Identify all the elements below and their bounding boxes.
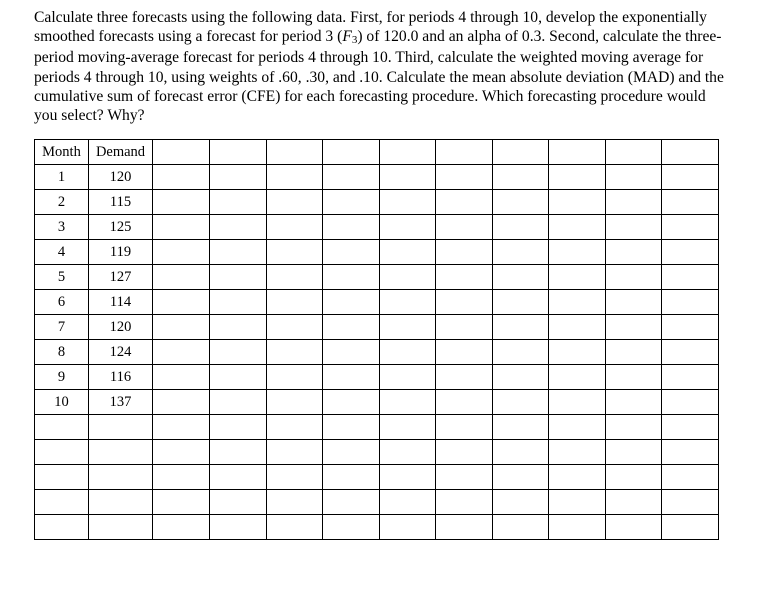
empty-cell (380, 315, 436, 340)
empty-cell (267, 390, 323, 415)
empty-cell (210, 390, 267, 415)
demand-cell: 127 (89, 265, 153, 290)
empty-cell (267, 415, 323, 440)
empty-cell (380, 265, 436, 290)
empty-cell (380, 490, 436, 515)
empty-cell (153, 290, 210, 315)
empty-cell (493, 415, 549, 440)
empty-cell (662, 265, 719, 290)
empty-cell (606, 265, 662, 290)
empty-cell (267, 490, 323, 515)
empty-cell (323, 440, 380, 465)
demand-cell: 116 (89, 365, 153, 390)
empty-cell (380, 240, 436, 265)
empty-cell (662, 240, 719, 265)
empty-cell (267, 465, 323, 490)
empty-cell (267, 515, 323, 540)
empty-cell (380, 515, 436, 540)
empty-cell (436, 190, 493, 215)
empty-cell (662, 365, 719, 390)
f3-symbol: $F_3$ (342, 28, 358, 47)
empty-cell (662, 465, 719, 490)
empty-cell (153, 265, 210, 290)
empty-cell (323, 490, 380, 515)
empty-cell (606, 215, 662, 240)
month-cell: 7 (35, 315, 89, 340)
month-cell: 1 (35, 165, 89, 190)
empty-cell (662, 290, 719, 315)
empty-cell (210, 365, 267, 390)
empty-cell (210, 465, 267, 490)
month-cell: 5 (35, 265, 89, 290)
empty-cell (493, 340, 549, 365)
empty-cell (436, 215, 493, 240)
empty-cell (662, 165, 719, 190)
empty-cell (267, 190, 323, 215)
empty-cell (436, 365, 493, 390)
table-row (35, 365, 719, 390)
empty-cell (549, 190, 606, 215)
empty-header-cell (267, 140, 323, 165)
empty-cell (323, 215, 380, 240)
empty-cell (436, 240, 493, 265)
empty-cell (380, 465, 436, 490)
empty-cell (493, 265, 549, 290)
empty-cell (380, 390, 436, 415)
empty-cell (35, 465, 89, 490)
table-row (35, 190, 719, 215)
empty-cell (606, 315, 662, 340)
empty-cell (323, 415, 380, 440)
empty-cell (436, 265, 493, 290)
empty-cell (267, 265, 323, 290)
empty-cell (493, 515, 549, 540)
empty-cell (549, 440, 606, 465)
empty-cell (35, 415, 89, 440)
empty-cell (89, 415, 153, 440)
empty-cell (153, 340, 210, 365)
empty-cell (153, 490, 210, 515)
empty-cell (436, 515, 493, 540)
empty-cell (606, 190, 662, 215)
demand-cell: 125 (89, 215, 153, 240)
empty-cell (210, 490, 267, 515)
empty-header-cell (662, 140, 719, 165)
problem-text-part2: ) of 120.0 and an alpha of 0.3. Second, calculate the three-period moving-average forecast for periods 4 through 10. Third, calculate the weighted moving average for periods 4 through 10, using weights of .60, .30, and .10. Calculate the mean absolute deviation (MAD) and the cumulative sum of forecast error (CFE) for each forecasting procedure. Which forecasting procedure would you select? Why? (34, 28, 724, 125)
empty-cell (493, 190, 549, 215)
empty-cell (153, 440, 210, 465)
problem-text-part1: Calculate three forecasts using the following data. First, for periods 4 through 10, develop the exponentially smoothed forecasts using a forecast for period 3 ( (34, 9, 707, 46)
empty-cell (89, 490, 153, 515)
empty-cell (662, 440, 719, 465)
empty-cell (210, 190, 267, 215)
empty-cell (89, 515, 153, 540)
empty-cell (267, 315, 323, 340)
empty-cell (323, 465, 380, 490)
empty-cell (606, 515, 662, 540)
empty-cell (380, 165, 436, 190)
worksheet-table (34, 139, 719, 540)
empty-cell (210, 440, 267, 465)
table-row (35, 440, 719, 465)
empty-header-cell (493, 140, 549, 165)
empty-cell (267, 440, 323, 465)
empty-cell (662, 340, 719, 365)
empty-cell (436, 415, 493, 440)
empty-header-cell (210, 140, 267, 165)
problem-statement (34, 8, 724, 125)
empty-cell (210, 515, 267, 540)
empty-cell (153, 215, 210, 240)
empty-cell (153, 465, 210, 490)
empty-cell (549, 340, 606, 365)
demand-header: Demand (89, 140, 153, 165)
table-row (35, 515, 719, 540)
empty-cell (662, 490, 719, 515)
empty-cell (267, 165, 323, 190)
empty-cell (35, 490, 89, 515)
empty-cell (662, 215, 719, 240)
empty-cell (210, 165, 267, 190)
problem-text (34, 8, 724, 125)
month-cell: 8 (35, 340, 89, 365)
table-row (35, 290, 719, 315)
empty-cell (210, 240, 267, 265)
month-cell: 3 (35, 215, 89, 240)
empty-cell (493, 165, 549, 190)
empty-cell (549, 265, 606, 290)
table-row (35, 215, 719, 240)
empty-header-cell (153, 140, 210, 165)
table-row (35, 465, 719, 490)
empty-cell (436, 165, 493, 190)
empty-cell (436, 290, 493, 315)
empty-cell (662, 390, 719, 415)
demand-cell: 114 (89, 290, 153, 315)
empty-cell (606, 165, 662, 190)
empty-cell (323, 240, 380, 265)
empty-cell (493, 290, 549, 315)
empty-header-cell (606, 140, 662, 165)
empty-header-cell (549, 140, 606, 165)
empty-cell (493, 465, 549, 490)
empty-cell (493, 315, 549, 340)
empty-cell (549, 290, 606, 315)
demand-cell: 115 (89, 190, 153, 215)
empty-cell (549, 465, 606, 490)
empty-cell (380, 190, 436, 215)
empty-cell (493, 490, 549, 515)
empty-cell (606, 465, 662, 490)
empty-cell (267, 240, 323, 265)
month-cell: 4 (35, 240, 89, 265)
empty-cell (493, 365, 549, 390)
empty-cell (662, 515, 719, 540)
empty-cell (323, 190, 380, 215)
empty-cell (89, 465, 153, 490)
empty-cell (380, 215, 436, 240)
empty-cell (380, 340, 436, 365)
demand-cell: 119 (89, 240, 153, 265)
empty-cell (323, 390, 380, 415)
empty-cell (267, 340, 323, 365)
empty-cell (323, 365, 380, 390)
empty-cell (153, 415, 210, 440)
empty-cell (153, 365, 210, 390)
empty-cell (210, 415, 267, 440)
empty-cell (436, 315, 493, 340)
empty-cell (493, 440, 549, 465)
table-row (35, 415, 719, 440)
empty-cell (323, 515, 380, 540)
empty-cell (323, 340, 380, 365)
empty-cell (606, 340, 662, 365)
empty-cell (153, 240, 210, 265)
empty-cell (380, 440, 436, 465)
demand-cell: 124 (89, 340, 153, 365)
empty-cell (436, 465, 493, 490)
empty-cell (606, 390, 662, 415)
empty-cell (436, 440, 493, 465)
empty-cell (153, 390, 210, 415)
empty-cell (606, 240, 662, 265)
table-row (35, 265, 719, 290)
header-row (35, 140, 719, 165)
empty-cell (153, 315, 210, 340)
table-row (35, 315, 719, 340)
empty-cell (267, 215, 323, 240)
month-cell: 9 (35, 365, 89, 390)
empty-cell (606, 490, 662, 515)
empty-cell (493, 240, 549, 265)
empty-cell (380, 415, 436, 440)
empty-cell (323, 265, 380, 290)
table-row (35, 340, 719, 365)
empty-cell (153, 515, 210, 540)
empty-cell (210, 315, 267, 340)
empty-cell (436, 390, 493, 415)
empty-cell (436, 340, 493, 365)
empty-cell (380, 290, 436, 315)
demand-cell: 120 (89, 315, 153, 340)
empty-cell (549, 390, 606, 415)
empty-header-cell (436, 140, 493, 165)
demand-cell: 137 (89, 390, 153, 415)
empty-cell (606, 440, 662, 465)
empty-header-cell (380, 140, 436, 165)
empty-cell (662, 315, 719, 340)
empty-cell (606, 365, 662, 390)
empty-cell (549, 315, 606, 340)
empty-cell (549, 415, 606, 440)
empty-cell (210, 290, 267, 315)
empty-cell (549, 165, 606, 190)
empty-cell (267, 290, 323, 315)
empty-cell (549, 490, 606, 515)
empty-cell (323, 315, 380, 340)
empty-cell (153, 190, 210, 215)
empty-cell (323, 165, 380, 190)
empty-cell (549, 215, 606, 240)
empty-cell (606, 415, 662, 440)
empty-cell (549, 240, 606, 265)
empty-cell (210, 340, 267, 365)
table-row (35, 165, 719, 190)
empty-cell (210, 265, 267, 290)
empty-cell (267, 365, 323, 390)
empty-cell (493, 215, 549, 240)
table-row (35, 390, 719, 415)
month-header: Month (35, 140, 89, 165)
empty-cell (662, 190, 719, 215)
month-cell: 2 (35, 190, 89, 215)
empty-cell (436, 490, 493, 515)
empty-cell (549, 365, 606, 390)
empty-cell (89, 440, 153, 465)
empty-cell (153, 165, 210, 190)
empty-cell (35, 440, 89, 465)
month-cell: 10 (35, 390, 89, 415)
table-row (35, 240, 719, 265)
month-cell: 6 (35, 290, 89, 315)
empty-cell (662, 415, 719, 440)
empty-cell (606, 290, 662, 315)
empty-cell (380, 365, 436, 390)
empty-cell (210, 215, 267, 240)
demand-cell: 120 (89, 165, 153, 190)
empty-cell (493, 390, 549, 415)
empty-cell (549, 515, 606, 540)
empty-header-cell (323, 140, 380, 165)
empty-cell (35, 515, 89, 540)
table-row (35, 490, 719, 515)
empty-cell (323, 290, 380, 315)
